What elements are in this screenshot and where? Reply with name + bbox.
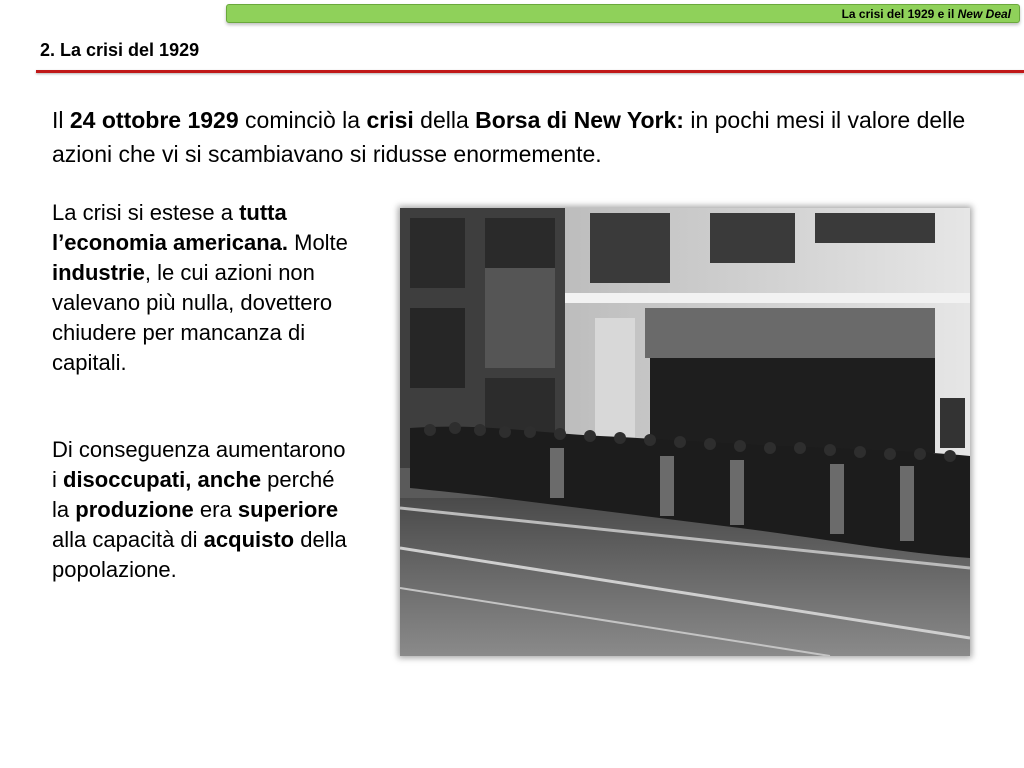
breadline-photo bbox=[400, 208, 970, 656]
para-text: Di conseguenza aumentarono i bbox=[52, 437, 346, 492]
unemployment-paragraph bbox=[52, 435, 352, 585]
para-text: Molte bbox=[288, 230, 348, 255]
para-bold: acquisto bbox=[203, 527, 295, 552]
economy-paragraph bbox=[52, 198, 382, 378]
para-text: , le cui azioni non valevano più nulla, dovettero chiudere per mancanza di capitali. bbox=[52, 260, 333, 375]
para-text: era bbox=[193, 497, 238, 522]
header-banner-text: La crisi del 1929 e il bbox=[841, 7, 958, 21]
breadline-photo-image bbox=[400, 208, 970, 656]
intro-crisis: crisi bbox=[366, 107, 414, 133]
intro-paragraph bbox=[52, 103, 992, 171]
para-text: della popolazione. bbox=[52, 527, 347, 582]
intro-stock-exchange: Borsa di New York: bbox=[475, 107, 684, 133]
section-title: 2. La crisi del 1929 bbox=[40, 40, 200, 60]
para-text: alla capacità di bbox=[52, 527, 204, 552]
intro-text: in pochi mesi il valore delle azioni che vi si scambiavano si ridusse enormemente. bbox=[52, 107, 966, 167]
intro-text: cominciò la bbox=[238, 107, 367, 133]
header-banner bbox=[226, 4, 1020, 23]
intro-text: Il bbox=[52, 107, 70, 133]
para-bold: superiore bbox=[237, 497, 339, 522]
intro-text: della bbox=[413, 107, 476, 133]
header-banner-italic: New Deal bbox=[957, 7, 1011, 21]
para-bold: industrie bbox=[52, 260, 145, 285]
para-bold: disoccupati, anche bbox=[63, 467, 262, 492]
para-bold: tutta l’economia americana. bbox=[52, 200, 288, 255]
para-text: La crisi si estese a bbox=[52, 200, 240, 225]
para-bold: produzione bbox=[75, 497, 194, 522]
title-divider bbox=[36, 70, 1024, 73]
intro-date: 24 ottobre 1929 bbox=[69, 107, 239, 133]
para-text: perché la bbox=[52, 467, 335, 522]
